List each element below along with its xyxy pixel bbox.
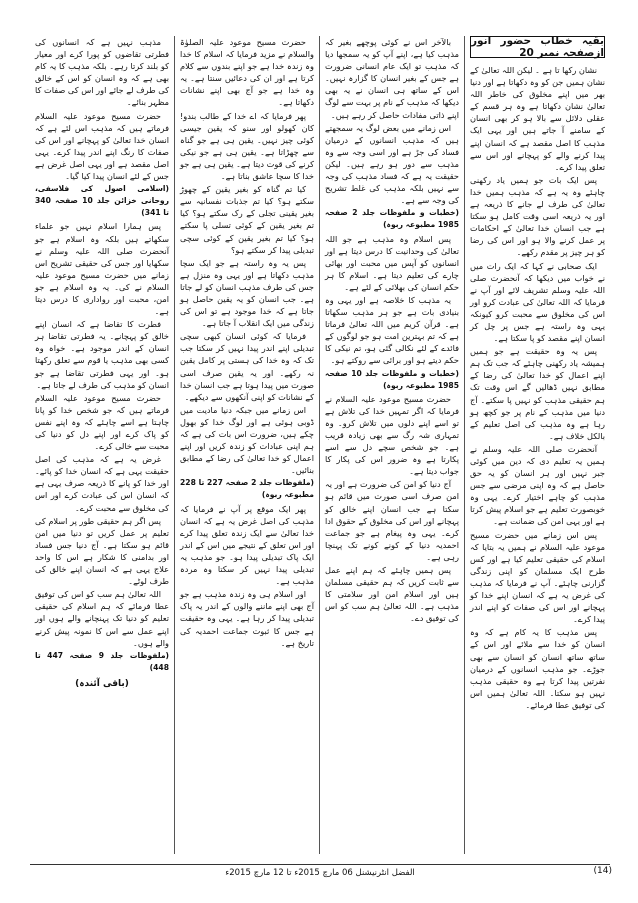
reference-citation: (خطبات و ملفوظات جلد 2 صفحہ 1985 مطبوعہ ربوہ) — [325, 208, 460, 230]
reference-citation: (خطبات و ملفوظات جلد 10 صفحہ 1985 مطبوعہ ربوہ) — [325, 368, 459, 390]
paragraph: حضرت مسیح موعود علیہ السلام نے فرمایا کہ اگر تمہیں خدا کی تلاش ہے تو اسے اپنے دلوں میں تلاش کرو۔ وہ تمہاری شہ رگ سے بھی زیادہ قریب ہے۔ جو شخص سچے دل سے اسے پکارتا ہے وہ ضرور اس کی پکار کا جواب دیتا ہے۔ — [325, 393, 459, 477]
paragraph: فطرت کا تقاضا ہے کہ انسان اپنے خالق کو پہچانے۔ یہ فطرتی تقاضا ہر انسان کے اندر موجود ہے۔ خواہ وہ کسی بھی مذہب یا قوم سے تعلق رکھتا ہو۔ اور یہی فطرتی تقاضا ہے جو انسان کو مذہب کی طرف لے جاتا ہے۔ — [35, 319, 169, 390]
paragraph: اس زمانے میں بعض لوگ یہ سمجھتے ہیں کہ مذہب انسانوں کے درمیان فساد کی جڑ ہے اور اسی وجہ سے وہ مذہب سے دور ہو رہے ہیں۔ لیکن حقیقت یہ ہے کہ فساد مذہب کی وجہ سے نہیں بلکہ مذہب کی غلط تشریح کی وجہ سے ہے۔ — [325, 122, 459, 206]
paragraph: کیا تم گناہ کو بغیر یقین کے چھوڑ سکتے ہو؟ کیا تم جذبات نفسانیہ سے بغیر یقینی تجلی کے رک سکتے ہو؟ کیا تم بغیر یقین کے کوئی تسلی پا سکتے ہو؟ کیا تم بغیر یقین کے کوئی سچی تبدیلی پیدا کر سکتے ہو؟ — [180, 184, 314, 255]
paragraph: پھر ایک موقع پر آپ نے فرمایا کہ مذہب کی اصل غرض یہ ہے کہ انسان خدا تعالیٰ سے ایک زندہ تعلق پیدا کرے اور اس تعلق کے نتیجے میں اس کے اندر ایک پاک تبدیلی پیدا ہو۔ جو مذہب یہ تبدیلی پیدا نہیں کر سکتا وہ مردہ مذہب ہے۔ — [180, 503, 314, 587]
paragraph: پس ایک بات جو ہمیں یاد رکھنی چاہئے وہ یہ ہے کہ مذہب ہمیں خدا تعالیٰ کی طرف لے جانے کا ذریعہ ہے اور یہ ذریعہ اسی وقت کامل ہو سکتا ہے جب انسان خدا تعالیٰ کے احکامات پر عمل کرنے والا ہو اور اس کی رضا کو ہر چیز پر مقدم رکھے۔ — [470, 174, 605, 258]
section-heading-text: بقیہ خطاب حضور انور ازصفحہ نمبر 20 — [471, 36, 604, 59]
paragraph: حضرت مسیح موعود علیہ السلام فرماتے ہیں کہ جو شخص خدا کو پانا چاہتا ہے اسے چاہئے کہ وہ اپنے نفس کو پاک کرے اور اپنے دل کو دنیا کی محبت سے خالی کرے۔ — [35, 392, 169, 452]
reference-citation: (اسلامی اصول کی فلاسفی، روحانی خزائن جلد 10 صفحہ 340 تا 341) — [35, 184, 170, 218]
paragraph: پس اس زمانے میں حضرت مسیح موعود علیہ السلام نے ہمیں یہ بتایا کہ اسلام کی حقیقی تعلیم کیا ہے اور کس طرح ایک مسلمان کو اپنی زندگی گزارنی چاہئے۔ آپ نے فرمایا کہ مذہب کی غرض یہ ہے کہ انسان اپنے خدا کو پہچانے اور اس کی صفات کو اپنے اندر پیدا کرے۔ — [470, 529, 605, 625]
page-footer — [30, 864, 610, 881]
paragraph: یہ مذہب کا خلاصہ ہے اور یہی وہ بنیادی بات ہے جو ہر مذہب سکھاتا ہے۔ قرآن کریم میں اللہ تعالیٰ فرماتا ہے کہ تم بہترین امت ہو جو لوگوں کے فائدے کے لئے نکالی گئی ہو، تم نیکی کا حکم دیتے ہو اور برائی سے روکتے ہو۔ — [325, 294, 459, 366]
article-columns — [30, 36, 610, 854]
reference-citation: (ملفوظات جلد 2 صفحہ 227 تا 228 مطبوعہ ربوہ) — [180, 478, 314, 500]
paragraph: ایک صحابی نے کہا کہ ایک رات میں نے خواب میں دیکھا کہ آنحضرت صلی اللہ علیہ وسلم تشریف لائے اور آپ نے فرمایا کہ اللہ تعالیٰ کی عبادت کرو اور اس کی مخلوق سے محبت کرو کیونکہ یہی وہ راستہ ہے جس پر چل کر انسان اپنے مقصد کو پا سکتا ہے۔ — [470, 260, 605, 344]
paragraph: پس اگر ہم حقیقی طور پر اسلام کی تعلیم پر عمل کریں تو دنیا میں امن قائم ہو سکتا ہے۔ آج دنیا جس فساد اور بدامنی کا شکار ہے اس کا واحد علاج یہی ہے کہ انسان اپنے خالق کی طرف لوٹے۔ — [35, 515, 169, 587]
paragraph: پھر فرمایا کہ اے خدا کے طالب بندو! کان کھولو اور سنو کہ یقین جیسی کوئی چیز نہیں۔ یقین ہی ہے جو گناہ سے چھڑاتا ہے۔ یقین ہی ہے جو نیکی کرنے کی قوت دیتا ہے۔ یقین ہی ہے جو خدا کا سچا عاشق بناتا ہے۔ — [180, 110, 314, 182]
paragraph: پس اسلام وہ مذہب ہے جو اللہ تعالیٰ کی وحدانیت کا درس دیتا ہے اور انسانوں کو آپس میں محبت اور بھائی چارے کی تعلیم دیتا ہے۔ اسلام کا ہر حکم انسان کی بھلائی کے لئے ہے۔ — [325, 233, 459, 292]
paragraph: نشان رکھا تا ہے ۔ لیکن اللہ تعالیٰ کے نشان ہمیں جن کو وہ دکھاتا ہے اور دنیا بھر میں اپنے مخلوق کی خاطر اللہ تعالیٰ نشان دکھاتا ہے وہ ہر قسم کے عقلی دلائل سے بالا ہو کر بھی انسان کے سامنے آ جاتے ہیں اور یہی ایک مذہب کا اصل مقصد ہے کہ انسان اپنے پیدا کرنے والے کو پہچانے اور اس سے تعلق پیدا کرے۔ — [470, 65, 605, 172]
column-4 — [30, 36, 175, 854]
paragraph: اور اسلام ہی وہ زندہ مذہب ہے جو آج بھی اپنے ماننے والوں کے اندر یہ پاک تبدیلی پیدا کر رہا ہے۔ یہی وہ حقیقت ہے جس کا ثبوت جماعت احمدیہ کی تاریخ ہے۔ — [180, 589, 314, 648]
column-1 — [465, 36, 610, 854]
paragraph: پس ہمیں چاہئے کہ ہم اپنے عمل سے ثابت کریں کہ ہم حقیقی مسلمان ہیں اور اسلام امن اور سلامتی کا مذہب ہے۔ اللہ تعالیٰ ہم سب کو اس کی توفیق دے۔ — [325, 565, 459, 624]
reference-citation: (ملفوظات جلد 9 صفحہ 447 تا 448) — [35, 650, 169, 672]
paragraph: آج دنیا کو امن کی ضرورت ہے اور یہ امن صرف اسی صورت میں قائم ہو سکتا ہے جب انسان اپنے خالق کو پہچانے اور اس کی مخلوق کے حقوق ادا کرے۔ یہی وہ پیغام ہے جو جماعت احمدیہ دنیا کے کونے کونے تک پہنچا رہی ہے۔ — [325, 479, 459, 562]
continued-note: (باقی آئندہ) — [75, 678, 129, 689]
paragraph: حضرت مسیح موعود علیہ الصلوٰۃ والسلام نے مزید فرمایا کہ اسلام کا خدا وہ زندہ خدا ہے جو اپنے بندوں سے کلام کرتا ہے اور ان کی دعائیں سنتا ہے۔ یہ وہ خدا ہے جو آج بھی اپنے نشانات دکھاتا ہے۔ — [180, 37, 314, 108]
page-number: (14) — [593, 866, 612, 876]
paragraph: اللہ تعالیٰ ہم سب کو اس کی توفیق عطا فرمائے کہ ہم اسلام کی حقیقی تعلیم کو دنیا تک پہنچانے والے ہوں اور اپنے عمل سے اس کا نمونہ پیش کرنے والے ہوں۔ — [35, 589, 169, 648]
paragraph: مذہب نہیں ہے کہ انسانوں کی فطرتی تقاضوں کو پورا کرے اور معیار کو بلند کرتا رہے۔ بلکہ مذہب کا یہ کام بھی ہے کہ وہ انسان کو اس کے خالق کی طرف لے جائے اور اس کی صفات کا مظہر بنائے۔ — [35, 37, 169, 108]
publication-line: الفضل انٹرنیشنل 06 مارچ 2015ء تا 12 مارچ 2015ء — [225, 868, 415, 878]
paragraph: فرمایا کہ کوئی انسان کبھی سچی تبدیلی اپنے اندر پیدا نہیں کر سکتا جب تک کہ وہ خدا کی ہستی پر کامل یقین نہ رکھے۔ اور یہ یقین صرف اسی صورت میں پیدا ہوتا ہے جب انسان خدا کے نشانات کو اپنی آنکھوں سے دیکھے۔ — [180, 331, 314, 402]
paragraph: آنحضرت صلی اللہ علیہ وسلم نے ہمیں یہ تعلیم دی کہ دین میں کوئی جبر نہیں اور ہر انسان کو یہ حق حاصل ہے کہ وہ اپنی مرضی سے جس مذہب کو چاہے اختیار کرے۔ یہی وہ خوبصورت تعلیم ہے جو اسلام پیش کرتا ہے اور یہی امن کی ضمانت ہے۔ — [470, 443, 605, 527]
column-3 — [175, 36, 320, 854]
paragraph: پس ہمارا اسلام نہیں جو علماء سکھاتے ہیں بلکہ وہ اسلام ہے جو آنحضرت صلی اللہ علیہ وسلم نے سکھایا اور جس کی حقیقی تشریح اس زمانے میں حضرت مسیح موعود علیہ السلام نے کی۔ یہ وہ اسلام ہے جو امن، محبت اور رواداری کا درس دیتا ہے۔ — [35, 221, 169, 317]
paragraph: پس یہ وہ حقیقت ہے جو ہمیں ہمیشہ یاد رکھنی چاہئے کہ جب تک ہم اپنے اعمال کو خدا تعالیٰ کی رضا کے مطابق نہیں ڈھالیں گے اس وقت تک ہم حقیقی مذہب کو نہیں پا سکتے۔ آج دنیا میں مذہب کے نام پر جو کچھ ہو رہا ہے وہ مذہب کی اصل تعلیم کے بالکل خلاف ہے۔ — [470, 346, 605, 441]
paragraph: غرض یہ ہے کہ مذہب کی اصل حقیقت یہی ہے کہ انسان خدا کو پائے۔ اور خدا کو پانے کا ذریعہ صرف یہی ہے کہ انسان اس کی عبادت کرے اور اس کی مخلوق سے محبت کرے۔ — [35, 454, 169, 513]
paragraph: بالآخر اس نے کوئی پوچھے بغیر کہ مذہب کیا ہے، اپنے آپ کو یہ سمجھا دیا کہ مذہب تو ایک عام انسانی ضرورت ہے جس کے بغیر انسان کا گزارہ نہیں۔ اس کے ساتھ ہی انسان نے یہ بھی دیکھا کہ مذہب کے نام پر بہت سے لوگ اپنے ذاتی مفادات حاصل کر رہے ہیں۔ — [325, 37, 459, 120]
paragraph: اس زمانے میں جبکہ دنیا مادیت میں ڈوبی ہوئی ہے اور لوگ خدا کو بھول چکے ہیں، ضرورت اس بات کی ہے کہ ہم اپنی عبادات کو زندہ کریں اور اپنے اعمال کو خدا تعالیٰ کی رضا کے مطابق بنائیں۔ — [180, 404, 314, 476]
paragraph: پس یہ وہ راستہ ہے جو ایک سچا مذہب دکھاتا ہے اور یہی وہ منزل ہے جس کی طرف مذہب انسان کو لے جاتا ہے۔ جب انسان کو یہ یقین حاصل ہو جاتا ہے کہ خدا موجود ہے تو اس کی زندگی میں ایک انقلاب آ جاتا ہے۔ — [180, 257, 314, 329]
column-2 — [320, 36, 465, 854]
paragraph: پس مذہب کا یہ کام ہے کہ وہ انسان کو خدا سے ملائے اور اس کے ساتھ ساتھ انسان کو انسان سے بھی جوڑے۔ جو مذہب انسانوں کے درمیان نفرتیں پیدا کرتا ہے وہ حقیقی مذہب نہیں ہو سکتا۔ اللہ تعالیٰ ہمیں اس کی توفیق عطا فرمائے۔ — [470, 627, 605, 710]
paragraph: حضرت مسیح موعود علیہ السلام فرماتے ہیں کہ مذہب اس لئے ہے کہ انسان خدا تعالیٰ کو پہچانے اور اس کی صفات کا رنگ اپنے اندر پیدا کرے۔ یہی اصل مقصد ہے اور یہی اصل غرض ہے جس کے لئے انسان پیدا کیا گیا۔ — [35, 110, 169, 182]
section-heading — [470, 36, 605, 58]
